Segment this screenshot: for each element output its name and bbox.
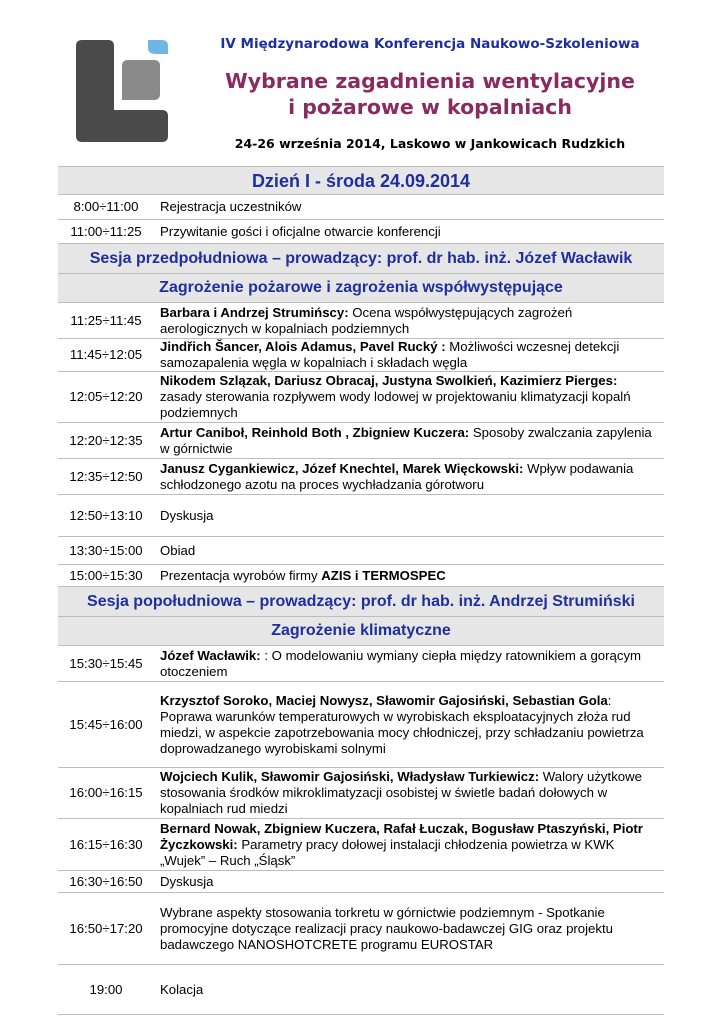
table-row	[58, 459, 664, 495]
table-row	[58, 537, 664, 565]
talk-cell	[154, 459, 664, 495]
talk-title: Ocena współwystępujących zagrożeń aerologicznych w kopalniach podziemnych	[160, 304, 573, 336]
talk-cell	[154, 339, 664, 372]
talk-cell	[154, 423, 664, 459]
talk-authors: Krzysztof Soroko, Maciej Nowysz, Sławomir Gajosiński, Sebastian Gola	[160, 692, 608, 708]
time-cell: 8:00÷11:00	[58, 195, 154, 220]
time-cell: 12:20÷12:35	[58, 423, 154, 459]
event-cell: Obiad	[154, 537, 664, 565]
talk-title: : O modelowaniu wymiany ciepła między ratownikiem a gorącym otoczeniem	[160, 647, 642, 679]
event-cell: Wybrane aspekty stosowania torkretu w górnictwie podziemnym - Spotkanie promocyjne dotyczące realizacji pracy naukowo-badawczej GIG oraz projektu badawczego NANOSHOTCRETE programu EUROSTAR	[154, 893, 664, 965]
table-row	[58, 819, 664, 871]
event-cell: Dyskusja	[154, 495, 664, 537]
topic-header-fire: Zagrożenie pożarowe i zagrożenia współwystępujące	[58, 274, 664, 303]
event-cell: Dyskusja	[154, 871, 664, 893]
talk-authors: Wojciech Kulik, Sławomir Gajosiński, Władysław Turkiewicz:	[160, 769, 540, 784]
day-header: Dzień I - środa 24.09.2014	[58, 167, 664, 195]
presentation-text: Prezentacja wyrobów firmy	[160, 567, 322, 583]
time-cell: 15:30÷15:45	[58, 646, 154, 682]
talk-title: Walory użytkowe stosowania środków mikroklimatyzacji osobistej w świetle badań dołowych w kopalniach rud miedzi	[160, 769, 642, 816]
time-cell: 19:00	[58, 965, 154, 1015]
event-cell: Rejestracja uczestników	[154, 195, 664, 220]
time-cell: 12:50÷13:10	[58, 495, 154, 537]
talk-cell	[154, 372, 664, 423]
talk-title: zasady sterowania rozpływem wody lodowej w projektowaniu klimatyzacji kopalń podziemnych	[160, 389, 631, 420]
talk-authors: Artur Caniboł, Reinhold Both , Zbigniew Kuczera:	[160, 424, 470, 440]
time-cell: 15:45÷16:00	[58, 682, 154, 768]
conference-name: IV Międzynarodowa Konferencja Naukowo-Szkoleniowa	[220, 36, 640, 52]
program-table	[58, 166, 664, 1015]
talk-authors: Nikodem Szlązak, Dariusz Obracaj, Justyna Swolkień, Kazimierz Pierges:	[160, 373, 618, 388]
page-title	[170, 68, 690, 120]
time-cell: 12:05÷12:20	[58, 372, 154, 423]
conference-dates: 24-26 września 2014, Laskowo w Jankowicach Rudzkich	[234, 136, 626, 151]
time-cell: 11:25÷11:45	[58, 303, 154, 339]
topic-header-climate: Zagrożenie klimatyczne	[58, 617, 664, 646]
table-row	[58, 339, 664, 372]
session-header-afternoon: Sesja popołudniowa – prowadzący: prof. dr hab. inż. Andrzej Strumiński	[58, 587, 664, 617]
talk-cell	[154, 646, 664, 682]
table-row	[58, 965, 664, 1015]
talk-title: Parametry pracy dołowej instalacji chłodzenia powietrza w KWK „Wujek” – Ruch „Śląsk”	[160, 836, 615, 868]
table-row	[58, 303, 664, 339]
event-cell: Kolacja	[154, 965, 664, 1015]
time-cell: 16:00÷16:15	[58, 768, 154, 819]
time-cell: 16:30÷16:50	[58, 871, 154, 893]
talk-authors: Barbara i Andrzej Strumińscy:	[160, 304, 349, 320]
talk-title: Możliwości wczesnej detekcji samozapalenia węgla w kopalniach i składach węgla	[160, 339, 620, 370]
table-row	[58, 220, 664, 244]
time-cell: 12:35÷12:50	[58, 459, 154, 495]
talk-authors: Janusz Cygankiewicz, Józef Knechtel, Marek Więckowski:	[160, 460, 524, 476]
time-cell: 16:50÷17:20	[58, 893, 154, 965]
talk-authors: Józef Wacławik:	[160, 647, 261, 663]
title-line-1: Wybrane zagadnienia wentylacyjne	[225, 69, 635, 93]
table-row	[58, 195, 664, 220]
conference-logo	[70, 36, 170, 146]
session-header-morning: Sesja przedpołudniowa – prowadzący: prof. dr hab. inż. Józef Wacławik	[58, 244, 664, 274]
talk-cell	[154, 768, 664, 819]
event-cell: Przywitanie gości i oficjalne otwarcie konferencji	[154, 220, 664, 244]
table-row	[58, 682, 664, 768]
talk-title: : Poprawa warunków temperaturowych w wyrobiskach eksploatacyjnych złoża rud miedzi, w aspekcie zapotrzebowania mocy chłodniczej, przy schładzaniu powietrza doprowadzanego wyrobiskami solnymi	[160, 692, 644, 756]
table-row	[58, 372, 664, 423]
title-line-2: i pożarowe w kopalniach	[288, 95, 572, 119]
table-row	[58, 646, 664, 682]
table-row	[58, 565, 664, 587]
time-cell: 11:45÷12:05	[58, 339, 154, 372]
talk-cell	[154, 682, 664, 768]
time-cell: 13:30÷15:00	[58, 537, 154, 565]
event-cell	[154, 565, 664, 587]
talk-cell	[154, 819, 664, 871]
talk-authors: Jindřich Šancer, Alois Adamus, Pavel Rucký :	[160, 339, 446, 354]
time-cell: 15:00÷15:30	[58, 565, 154, 587]
table-row	[58, 423, 664, 459]
talk-cell	[154, 303, 664, 339]
time-cell: 11:00÷11:25	[58, 220, 154, 244]
presentation-company: AZIS i TERMOSPEC	[321, 567, 446, 583]
table-row	[58, 495, 664, 537]
table-row	[58, 893, 664, 965]
time-cell: 16:15÷16:30	[58, 819, 154, 871]
table-row	[58, 871, 664, 893]
talk-title: Wpływ podawania schłodzonego azotu na proces wychładzania górotworu	[160, 460, 634, 492]
talk-title: Sposoby zwalczania zapylenia w górnictwie	[160, 424, 652, 456]
talk-authors: Bernard Nowak, Zbigniew Kuczera, Rafał Łuczak, Bogusław Ptaszyński, Piotr Życzkowski:	[160, 820, 643, 852]
table-row	[58, 768, 664, 819]
